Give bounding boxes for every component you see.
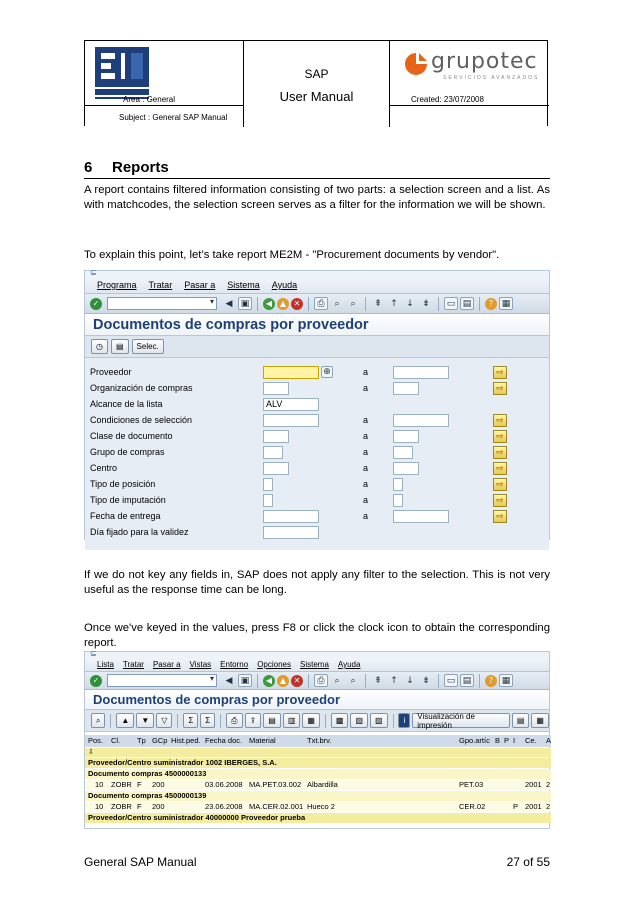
fecha-entrega-to-input[interactable] xyxy=(393,510,449,523)
paragraph-4: Once we've keyed in the values, press F8 or click the clock icon to obtain the corresponding report. xyxy=(84,622,550,649)
row-condiciones: Condiciones de selección a ⇨ xyxy=(85,414,551,429)
menu-bar xyxy=(85,658,549,672)
layout-icon[interactable]: ▦ xyxy=(499,674,513,687)
matchcode-icon[interactable]: ⊕ xyxy=(321,366,333,378)
command-field[interactable] xyxy=(107,674,217,687)
menu-ayuda[interactable]: Ayuda xyxy=(271,280,298,290)
help-icon[interactable]: ? xyxy=(485,298,497,310)
variant-button[interactable]: ▤ xyxy=(111,339,129,354)
new-session-icon[interactable]: ▭ xyxy=(444,674,458,687)
find-next-icon[interactable]: ⌕ xyxy=(350,675,356,686)
last-page-icon[interactable]: ⇟ xyxy=(422,675,430,686)
clase-doc-to-input[interactable] xyxy=(393,430,419,443)
menu-handle-icon: ⊆ xyxy=(90,268,97,277)
save-icon[interactable]: ▣ xyxy=(238,674,252,687)
layout-icon[interactable]: ▦ xyxy=(499,297,513,310)
standard-toolbar xyxy=(85,294,549,314)
multiple-selection-arrow-icon[interactable]: ⇨ xyxy=(493,414,507,427)
shortcut-icon[interactable]: ▤ xyxy=(460,297,474,310)
info-icon[interactable]: i xyxy=(398,713,410,728)
grupo-compras-to-input[interactable] xyxy=(393,446,413,459)
menu-ayuda[interactable]: Ayuda xyxy=(337,660,361,669)
multiple-selection-arrow-icon[interactable]: ⇨ xyxy=(493,478,507,491)
view-select-icon[interactable]: ▦ xyxy=(531,713,549,728)
first-page-icon[interactable]: ⇞ xyxy=(374,675,382,686)
menu-opciones[interactable]: Opciones xyxy=(257,660,291,669)
report-list xyxy=(85,732,552,828)
multiple-selection-arrow-icon[interactable]: ⇨ xyxy=(493,462,507,475)
new-session-icon[interactable]: ▭ xyxy=(444,297,458,310)
paragraph-3: If we do not key any fields in, SAP does not apply any filter to the selection. This is not very useful as the response time can be long. xyxy=(84,569,550,596)
print-preview-icon[interactable]: ⎙ xyxy=(226,713,242,728)
graphic-icon[interactable]: ▩ xyxy=(331,713,349,728)
shortcut-icon[interactable]: ▤ xyxy=(460,674,474,687)
multiple-selection-arrow-icon[interactable]: ⇨ xyxy=(493,510,507,523)
cancel-icon[interactable]: ✕ xyxy=(291,675,303,687)
alcance-lista-value: ALV xyxy=(266,399,283,409)
sum-icon[interactable]: Σ xyxy=(183,713,198,728)
document-row: Documento compras 4500000139 xyxy=(85,791,551,801)
menu-sistema[interactable]: Sistema xyxy=(227,280,260,290)
row-organizacion: Organización de compras a ⇨ xyxy=(85,382,551,397)
footer-title: General SAP Manual xyxy=(84,855,197,869)
exit-icon[interactable]: ▲ xyxy=(277,298,289,310)
print-view-button[interactable]: Visualización de impresión xyxy=(412,713,510,728)
row-centro: Centro a ⇨ xyxy=(85,462,551,477)
menu-entorno[interactable]: Entorno xyxy=(220,660,249,669)
tipo-imputacion-to-input[interactable] xyxy=(393,494,403,507)
brand-name: grupotec xyxy=(431,49,538,74)
standard-toolbar xyxy=(85,672,549,690)
details-icon[interactable]: ⌕ xyxy=(91,713,105,728)
view-change-icon[interactable]: ▤ xyxy=(512,713,530,728)
execute-clock-button[interactable]: ◷ xyxy=(91,339,108,354)
filter-icon[interactable]: ▽ xyxy=(156,713,172,728)
grupotec-logo xyxy=(403,47,543,87)
proveedor-to-input[interactable] xyxy=(393,366,449,379)
row-tipo-imputacion: Tipo de imputación a ⇨ xyxy=(85,494,551,509)
screen-title: Documentos de compras por proveedor xyxy=(85,690,549,710)
section-name: Reports xyxy=(112,159,169,176)
layout-save-icon[interactable]: ▦ xyxy=(302,713,320,728)
save-icon[interactable]: ▣ xyxy=(238,297,252,310)
cancel-icon[interactable]: ✕ xyxy=(291,298,303,310)
layout-change-icon[interactable]: ▤ xyxy=(263,713,281,728)
print-icon[interactable]: ⎙ xyxy=(314,674,328,687)
section-number: 6 xyxy=(84,159,93,176)
exit-icon[interactable]: ▲ xyxy=(277,675,289,687)
row-dia-fijado: Día fijado para la validez xyxy=(85,526,551,541)
grid-icon[interactable]: ▨ xyxy=(370,713,388,728)
row-proveedor: Proveedor ⊕ a ⇨ xyxy=(85,366,551,381)
table-row[interactable]: 10 ZOBR F 200 03.06.2008 MA.PET.03.002 Albardilla PET.03 2001 2 xyxy=(85,780,551,790)
multiple-selection-arrow-icon[interactable]: ⇨ xyxy=(493,366,507,379)
back-icon[interactable]: ◀ xyxy=(263,675,275,687)
print-icon[interactable]: ⎙ xyxy=(314,297,328,310)
org-compras-to-input[interactable] xyxy=(393,382,419,395)
menu-programa[interactable]: Programa xyxy=(97,280,137,290)
menu-tratar[interactable]: Tratar xyxy=(148,280,173,290)
tipo-posicion-from-input[interactable] xyxy=(263,478,273,491)
condiciones-from-input[interactable] xyxy=(263,414,319,427)
list-header: Pos. Cl. Tp GCp Hist.ped. Fecha doc. Material Txt.brv. Gpo.artíc B P I Ce. A xyxy=(85,735,551,747)
org-compras-from-input[interactable] xyxy=(263,382,289,395)
back-arrow-icon[interactable]: ◀ xyxy=(225,675,233,686)
enter-icon[interactable]: ✓ xyxy=(90,298,102,310)
paragraph-2: To explain this point, let’s take report ME2M - "Procurement documents by vendor". xyxy=(84,249,500,261)
application-toolbar xyxy=(85,336,549,358)
brand-tagline: SERVICIOS AVANZADOS xyxy=(443,75,540,81)
application-toolbar xyxy=(85,710,549,732)
abc-icon[interactable]: ▧ xyxy=(350,713,368,728)
menu-handle-icon: ⊆ xyxy=(90,649,97,658)
last-page-icon[interactable]: ⇟ xyxy=(422,298,430,309)
multiple-selection-arrow-icon[interactable]: ⇨ xyxy=(493,382,507,395)
tipo-posicion-to-input[interactable] xyxy=(393,478,403,491)
multiple-selection-arrow-icon[interactable]: ⇨ xyxy=(493,446,507,459)
sort-asc-icon[interactable]: ▲ xyxy=(116,713,134,728)
row-fecha-entrega: Fecha de entrega a ⇨ xyxy=(85,510,551,525)
multiple-selection-arrow-icon[interactable]: ⇨ xyxy=(493,430,507,443)
back-icon[interactable]: ◀ xyxy=(263,298,275,310)
enter-icon[interactable]: ✓ xyxy=(90,675,102,687)
row-clase-documento: Clase de documento a ⇨ xyxy=(85,430,551,445)
expand-icon[interactable]: ⇩ xyxy=(88,749,94,756)
menu-lista[interactable]: Lista xyxy=(97,660,114,669)
tipo-imputacion-from-input[interactable] xyxy=(263,494,273,507)
clase-doc-from-input[interactable] xyxy=(263,430,289,443)
proveedor-from-input[interactable] xyxy=(263,366,319,379)
first-page-icon[interactable]: ⇞ xyxy=(374,298,382,309)
menu-pasar-a[interactable]: Pasar a xyxy=(152,660,181,669)
page-header xyxy=(84,40,548,126)
grupotec-mark-icon xyxy=(403,51,429,79)
subtotal-icon[interactable]: Σ xyxy=(200,713,215,728)
grupo-compras-from-input[interactable] xyxy=(263,446,283,459)
fecha-entrega-from-input[interactable] xyxy=(263,510,319,523)
multiple-selection-arrow-icon[interactable]: ⇨ xyxy=(493,494,507,507)
dia-fijado-input[interactable] xyxy=(263,526,319,539)
row-tipo-posicion: Tipo de posición a ⇨ xyxy=(85,478,551,493)
group-row: Proveedor/Centro suministrador 1002 IBERGES, S.A. xyxy=(85,758,551,768)
header-subject: Subject : General SAP Manual xyxy=(119,113,228,122)
next-page-icon[interactable]: ↓ xyxy=(406,298,414,309)
header-manual: User Manual xyxy=(279,89,354,104)
selec-button[interactable]: Selec. xyxy=(132,339,164,354)
document-row: Documento compras 4500000133 xyxy=(85,769,551,779)
header-area: Area : General xyxy=(123,95,176,104)
menu-bar xyxy=(85,277,549,294)
table-row[interactable]: 10 ZOBR F 200 23.06.2008 MA.CER.02.001 Hueco 2 CER.02 P 2001 2 xyxy=(85,802,551,812)
prev-page-icon[interactable]: ↑ xyxy=(390,675,398,686)
menu-tratar[interactable]: Tratar xyxy=(122,660,144,669)
sap-selection-screen xyxy=(84,270,550,540)
menu-pasar-a[interactable]: Pasar a xyxy=(184,280,216,290)
centro-to-input[interactable] xyxy=(393,462,419,475)
sap-report-screen xyxy=(84,651,550,829)
header-created: Created: 23/07/2008 xyxy=(411,95,484,104)
group-row: Proveedor/Centro suministrador 40000000 Proveedor prueba xyxy=(85,813,551,823)
export-icon[interactable]: ⇪ xyxy=(245,713,262,728)
find-icon[interactable]: ⌕ xyxy=(334,298,340,309)
row-grupo-compras: Grupo de compras a ⇨ xyxy=(85,446,551,461)
centro-from-input[interactable] xyxy=(263,462,289,475)
selection-fields xyxy=(85,358,549,550)
layout-select-icon[interactable]: ▥ xyxy=(283,713,301,728)
page-footer xyxy=(84,855,550,869)
section-title xyxy=(84,159,550,179)
header-sap: SAP xyxy=(304,67,329,81)
condiciones-to-input[interactable] xyxy=(393,414,449,427)
menu-sistema[interactable]: Sistema xyxy=(300,660,329,669)
sort-desc-icon[interactable]: ▼ xyxy=(136,713,154,728)
row-alcance: Alcance de la lista ALV xyxy=(85,398,551,413)
next-page-icon[interactable]: ↓ xyxy=(406,675,414,686)
screen-title: Documentos de compras por proveedor xyxy=(85,314,549,336)
page-number: 27 of 55 xyxy=(506,855,550,869)
find-next-icon[interactable]: ⌕ xyxy=(350,298,356,309)
menu-vistas[interactable]: Vistas xyxy=(189,660,212,669)
help-icon[interactable]: ? xyxy=(485,675,497,687)
find-icon[interactable]: ⌕ xyxy=(334,675,340,686)
back-arrow-icon[interactable]: ◀ xyxy=(225,298,233,309)
prev-page-icon[interactable]: ↑ xyxy=(390,298,398,309)
paragraph-1: A report contains filtered information consisting of two parts: a selection screen and a list. As with matchcodes, the selection screen serves as a filter for the information we will be shown. xyxy=(84,184,550,211)
command-field[interactable] xyxy=(107,297,217,310)
